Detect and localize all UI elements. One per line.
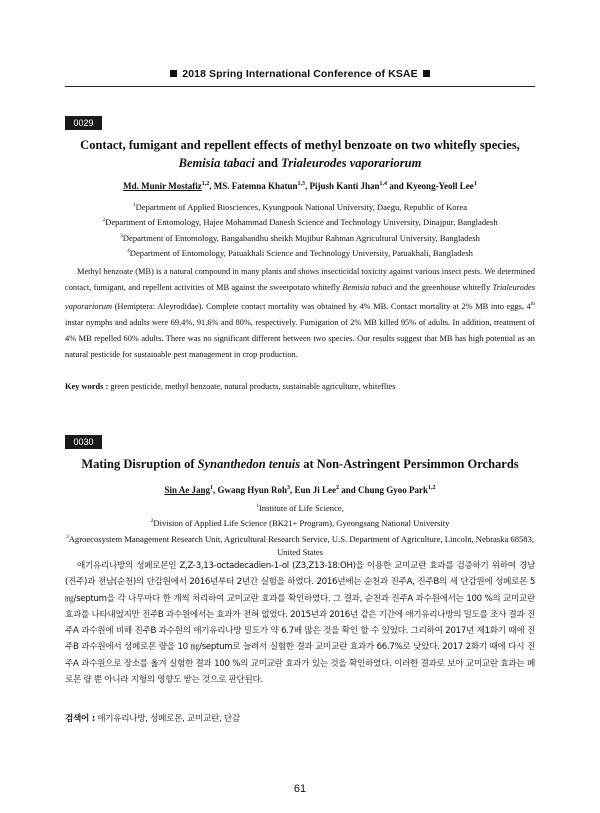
keywords bbox=[65, 712, 535, 724]
page-number: 61 bbox=[293, 783, 307, 795]
affiliation-line: $^3$Department of Entomology, Bangabandhu sheikh Mujibur Rahman Agricultural University, Bangladesh bbox=[120, 232, 480, 243]
affiliation-line: $^4$Department of Entomology, Patuakhali Science and Technology University, Patuakhali, Bangladesh bbox=[127, 247, 473, 258]
affiliation-list bbox=[62, 500, 538, 560]
affiliation-line: $^2$Division of Applied Life Science (BK21+ Program), Gyeongsang National University bbox=[150, 518, 450, 529]
conference-header-text: 2018 Spring International Conference of KSAE bbox=[182, 68, 418, 80]
paper-title bbox=[65, 136, 535, 172]
keywords-value: green pesticide, methyl benzoate, natural products, sustainable agriculture, whiteflies bbox=[108, 382, 396, 391]
author-list: Md. Munir Mostafiz$^{1,2}$, MS. Fatemna Khatun$^{1,3}$, Pijush Kanti Jhan$^{1,4}$ and Kyeong-Yeoll Lee$^1$ bbox=[123, 181, 477, 191]
affiliation-line: $^1$Department of Applied Biosciences, Kyungpook National University, Daegu, Republic of Korea bbox=[132, 201, 468, 212]
keywords-label: Key words : bbox=[65, 382, 109, 391]
author-name: Chung Gyoo Park$^{1,2}$ bbox=[358, 485, 436, 495]
paper-title: Mating Disruption of Synanthedon tenuis at Non-Astringent Persimmon Orchards bbox=[81, 457, 519, 471]
author-name: Pijush Kanti Jhan$^{1,4}$ bbox=[309, 181, 388, 191]
species-name: Bemisia tabaci bbox=[178, 156, 255, 170]
keywords-value: 애기유리나방, 성페로몬, 교미교란, 단감 bbox=[94, 714, 240, 724]
author-name: Md. Munir Mostafiz$^{1,2}$ bbox=[123, 181, 210, 191]
affiliation-line: $^3$Agroecosystem Management Research Unit, Agricultural Research Service, U.S. Department of Agriculture, Lincoln, Nebraska 68583, United States bbox=[65, 533, 535, 558]
affiliation-line: $^2$Department of Entomology, Hajee Mohammad Danesh Science and Technology University, Dinajpur, Bangladesh bbox=[102, 217, 498, 228]
conference-header bbox=[0, 68, 600, 80]
abstract-text: Methyl benzoate (MB) is a natural compound in many plants and shows insecticidal toxicity against various insect pests. We determined contact, fumigant, and repellent activities of MB against the sweetpotato whitefly Bemisia tabaci and the greenhouse whitefly Trialeurodes vaporariorum (Hemiptera: Aleyrodidae). Complete contact mortality was obtained by 4% MB. Contact mortality at 2% MB into eggs, 4th instar nymphs and adults were 69.4%, 91.6% and 80%, respectively. Fumigation of 2% MB killed 95% of adults. In addition, treatment of 4% MB repelled 60% adults. There was no significant different between two species. Our results suggest that MB has high potential as an natural pesticide for sustainable pest management in crop production. bbox=[65, 267, 535, 359]
header-rule bbox=[65, 86, 535, 87]
author-name: Gwang Hyun Roh$^3$ bbox=[217, 485, 290, 495]
square-bullet-icon bbox=[170, 70, 177, 77]
paper-title-line1: Contact, fumigant and repellent effects of methyl benzoate on two whitefly species, bbox=[80, 138, 520, 152]
author-list: Sin Ae Jang$^1$, Gwang Hyun Roh$^3$, Eun Ji Lee$^2$ and Chung Gyoo Park$^{1,2}$ bbox=[164, 485, 436, 495]
affiliation-list bbox=[55, 199, 545, 260]
author-name: Kyeong-Yeoll Lee$^1$ bbox=[406, 181, 477, 191]
abstract-id-badge: 0029 bbox=[65, 116, 102, 130]
abstract-text: 애기유리나방의 성페로몬인 Z,Z-3,13-octadecadien-1-ol (Z3,Z13-18:OH)을 이용한 교미교란 효과를 검증하기 위하여 경남(진주)과 전남(순천)의 단감원에서 2016년부터 2년간 실험을 하였다. 2016년에는 순천과 진주A, 진주B의 세 단감원에 성페로몬 5 ㎎/septum을 각 나무마다 한 개씩 처리하여 교미교란 효과를 확인하였다. 그 결과, 순천과 진주A 과수원에서는 100 %의 교미교란 효과를 나타내었지만 진주B 과수원에서는 효과가 전혀 없었다. 2015년과 2016년 같은 기간에 애기유리나방의 밀도를 조사 결과 진주A 과수원에 비해 진주B 과수원의 애기유리나방 밀도가 약 6.7배 많은 것을 확인 할 수 있었다. 그리하여 2017년 제1화기 때에 진주B 과수원에서 성페로몬 량을 10 ㎎/septum로 늘려서 실험한 결과 교미교란 효과가 66.7%로 낮았다. 2017 2화기 때에 다시 진주A 과수원으로 장소를 옮겨 실험한 결과 100 %의 교미교란 효과가 있는 것을 확인하였다. 이러한 결과로 보아 교미교란 효과는 페로몬 량 뿐 아니라 지형의 영향도 받는 것으로 판단된다. bbox=[65, 561, 535, 686]
author-name: MS. Fatemna Khatun$^{1,3}$ bbox=[213, 181, 306, 191]
author-name: Sin Ae Jang$^1$ bbox=[164, 485, 213, 495]
keywords bbox=[65, 382, 535, 391]
paper-title-line2: Bemisia tabaci and Trialeurodes vaporariorum bbox=[178, 156, 422, 170]
author-name: Eun Ji Lee$^2$ bbox=[294, 485, 340, 495]
species-name: Synanthedon tenuis bbox=[197, 457, 301, 471]
abstract-id-badge: 0030 bbox=[65, 435, 102, 449]
affiliation-line: $^1$Institute of Life Science, bbox=[256, 502, 344, 513]
square-bullet-icon bbox=[423, 70, 430, 77]
species-name: Trialeurodes vaporariorum bbox=[281, 156, 422, 170]
keywords-label: 검색어 : bbox=[65, 714, 95, 724]
